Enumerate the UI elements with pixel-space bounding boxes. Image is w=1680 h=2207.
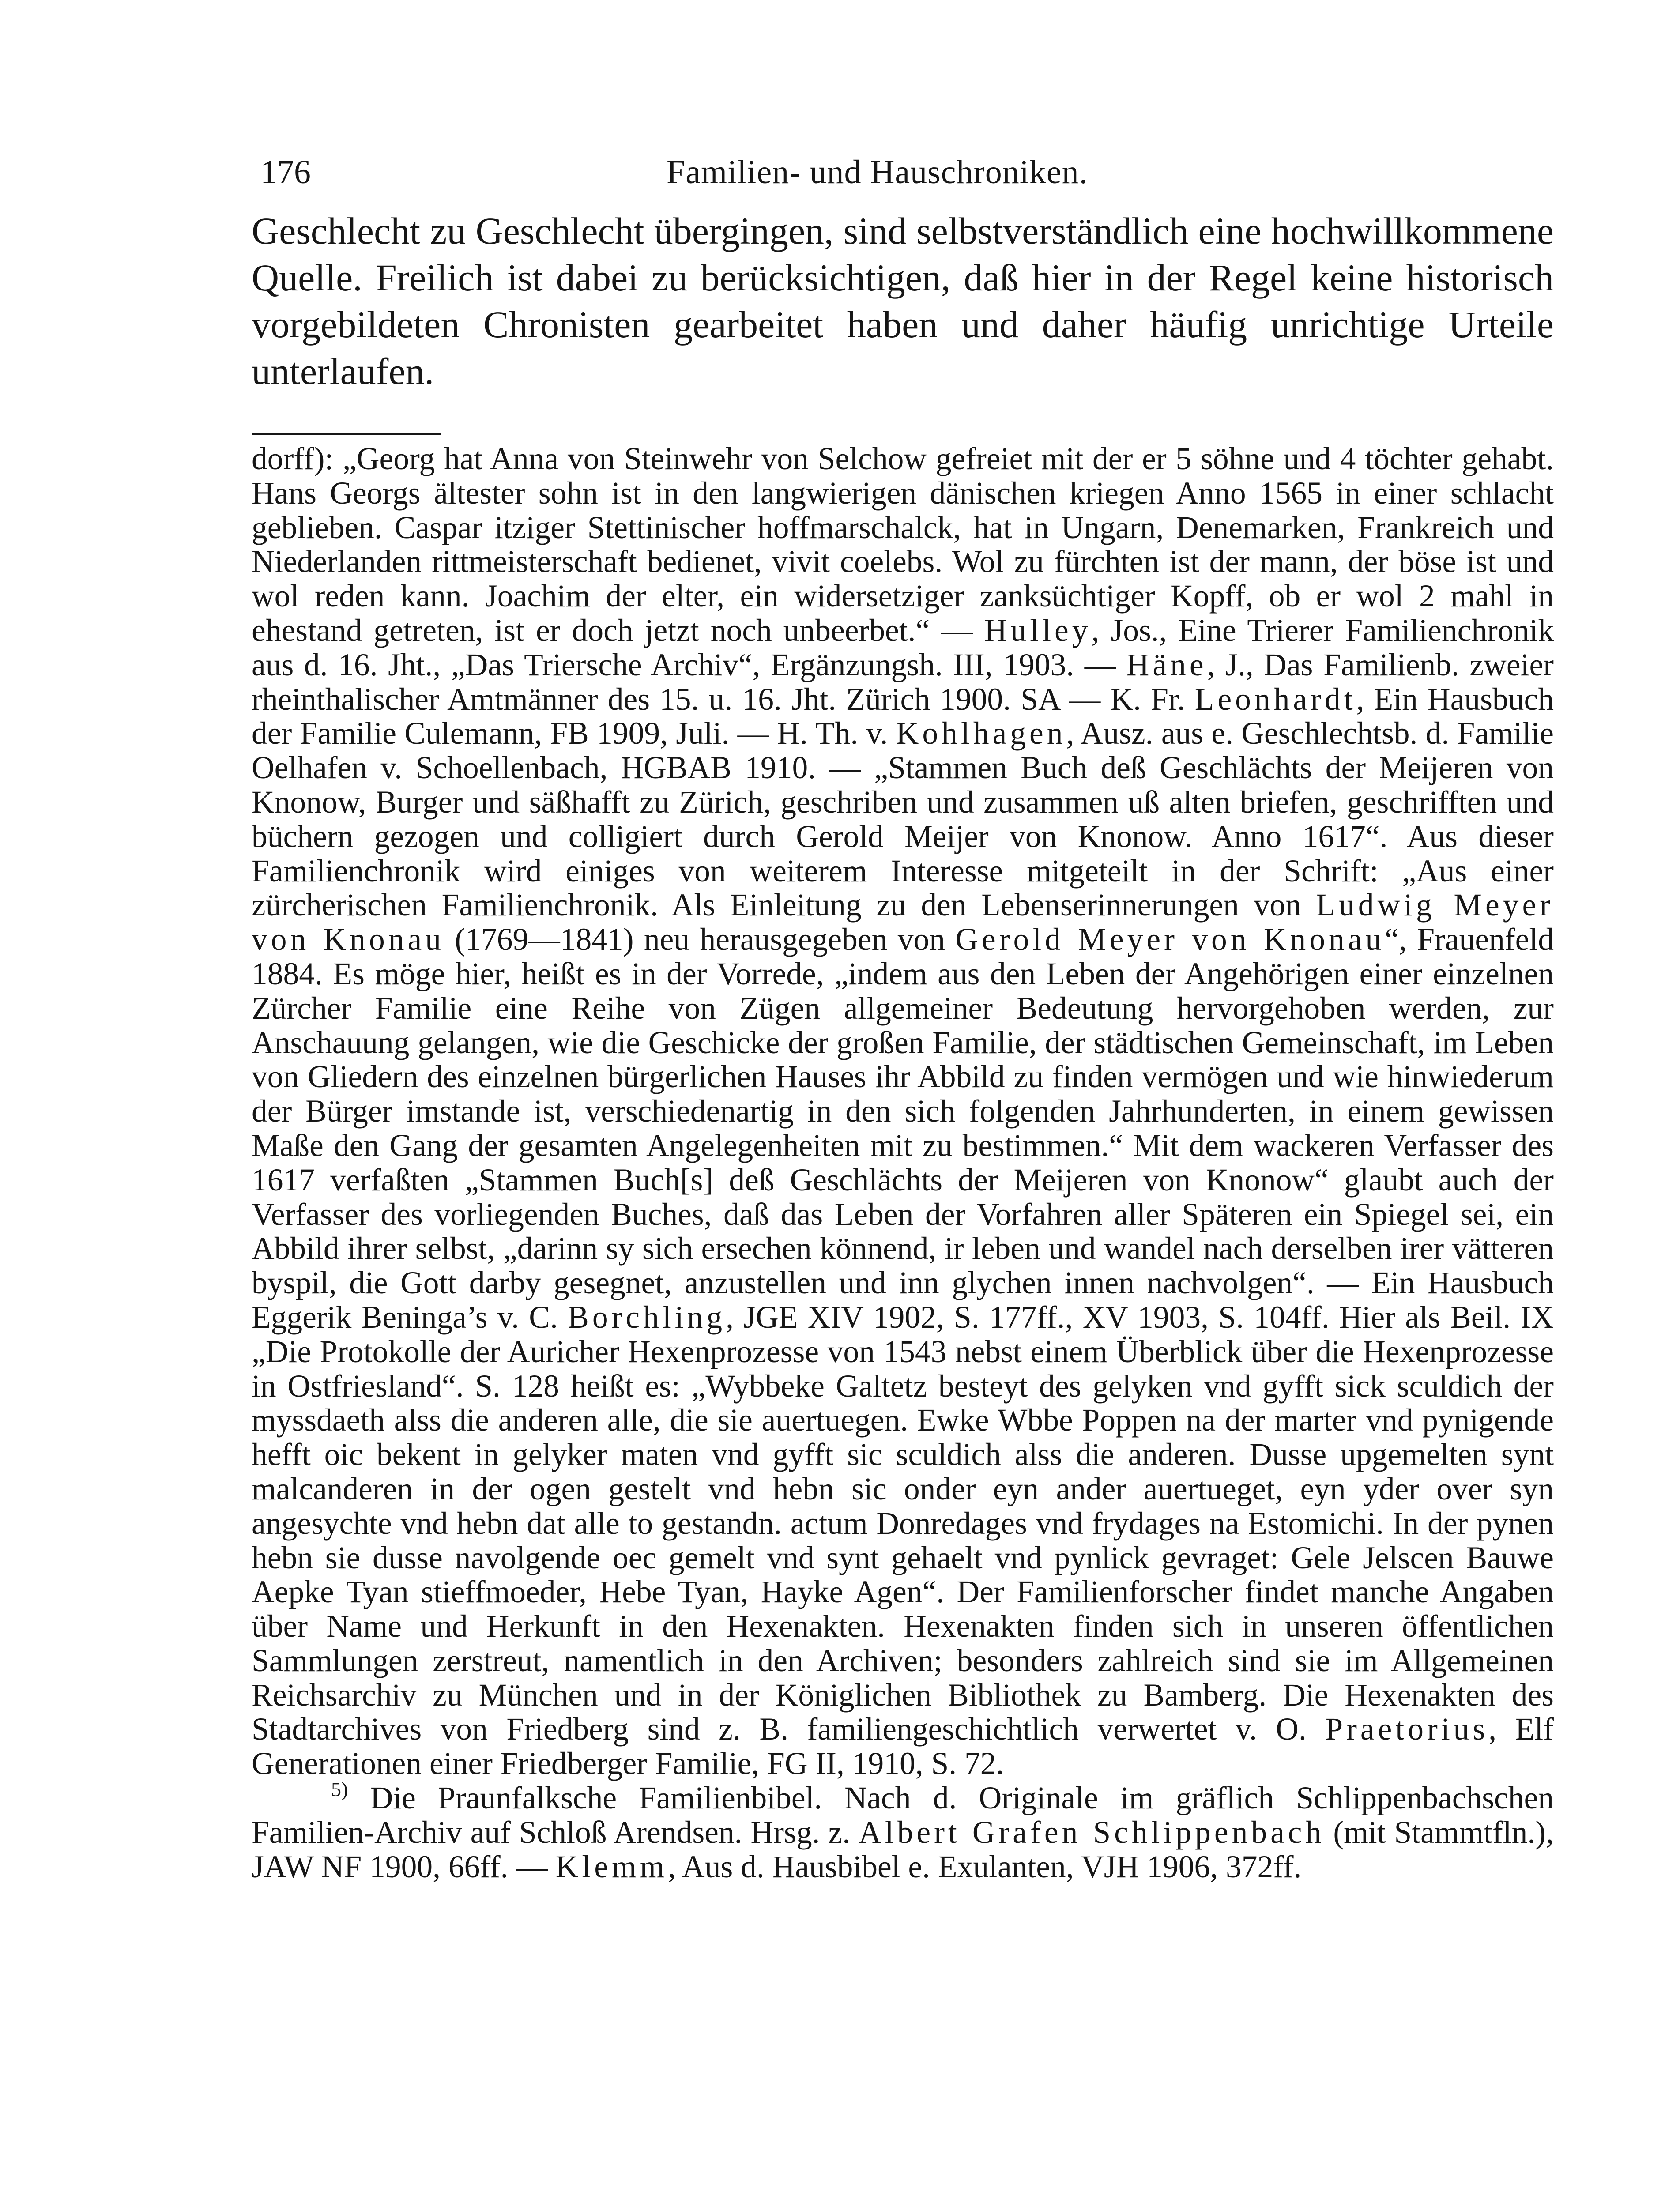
text-run: , Aus d. Hausbibel e. Exulanten, VJH 1906, 372ff.: [668, 1849, 1302, 1884]
footnote-continued-text: [252, 442, 1554, 1781]
spaced-name: Praetorius: [1325, 1712, 1489, 1747]
text-run: , JGE XIV 1902, S. 177ff., XV 1903, S. 104ff. Hier als Beil. IX „Die Protokolle der Auricher Hexenprozesse von 1543 nebst einem Überblick über die Hexenprozesse in Ostfriesland“. S. 128 heißt es: „Wybbeke Galtetz besteyt des gelyken vnd gyfft sick sculdich der myssdaeth alss die anderen alle, die sie auertuegen. Ewke Wbbe Poppen na der marter vnd pynigende hefft oic bekent in gelyker maten vnd gyfft sic sculdich alss die anderen. Dusse upgemelten synt malcanderen in der ogen gestelt vnd hebn sic onder eyn ander auertueget, eyn yder over syn angesychte vnd hebn dat alle to gestandn. actum Donredages vnd frydages na Estomichi. In der pynen hebn sie dusse navolgende oec gemelt vnd synt gehaelt vnd pynlick gevraget: Gele Jelscen Bauwe Aepke Tyan stieffmoeder, Hebe Tyan, Hayke Agen“. Der Familienforscher findet manche Angaben über Name und Herkunft in den Hexenakten. Hexenakten finden sich in unseren öffentlichen Sammlungen zerstreut, namentlich in den Archiven; besonders zahlreich sind sie im Allgemeinen Reichsarchiv zu München und in der Königlichen Bibliothek zu Bamberg. Die Hexenakten des Stadtarchives von Friedberg sind z. B. familiengeschichtlich verwertet v. O.: [252, 1299, 1554, 1747]
spaced-name: Hulley: [984, 613, 1092, 648]
text-run: “, Frauenfeld 1884. Es möge hier, heißt es in der Vorrede, „indem aus den Leben der Angehörigen einer einzelnen Zürcher Familie eine Reihe von Zügen allgemeiner Bedeutung hervorgehoben werden, zur Anschauung gelangen, wie die Geschicke der großen Familie, der städtischen Gemeinschaft, im Leben von Gliedern des einzelnen bürgerlichen Hauses ihr Abbild zu finden vermögen und wie hinwiederum der Bürger imstande ist, verschiedenartig in den sich folgenden Jahrhunderten, in einem gewissen Maße den Gang der gesamten Angelegenheiten mit zu bestimmen.“ Mit dem wackeren Verfasser des 1617 verfaßten „Stammen Buch[s] deß Geschlächts der Meijeren von Knonow“ glaubt auch der Verfasser des vorliegenden Buches, daß das Leben der Vorfahren aller Späteren ein Spiegel sei, ein Abbild ihrer selbst, „darinn sy sich ersechen könnend, ir leben und wandel nach derselben irer vätteren byspil, die Gott darby gesegnet, anzustellen und inn glychen innen nachvolgen“. — Ein Hausbuch Eggerik Beninga’s v. C.: [252, 922, 1554, 1335]
spaced-name: Klemm: [555, 1849, 668, 1884]
footnote-continued: [252, 442, 1554, 1781]
text-run: , J., Das Familienb. zweier rheinthalischer Amtmänner des 15. u. 16. Jht. Zürich 1900. SA — K. Fr.: [252, 647, 1554, 717]
spaced-name: Albert Grafen Schlippenbach: [859, 1815, 1325, 1850]
main-paragraph: Geschlecht zu Geschlecht übergingen, sind selbstverständlich eine hochwillkommene Quelle. Freilich ist dabei zu berücksichtigen, daß hier in der Regel keine historisch vorgebildeten Chronisten gearbeitet haben und daher häufig unrichtige Urteile unterlaufen.: [252, 210, 1554, 392]
footnotes-section: [252, 442, 1554, 1884]
text-run: (mit Stammtfln.), JAW NF 1900, 66ff. —: [252, 1815, 1554, 1884]
spaced-name: Gerold Meyer von Knonau: [955, 922, 1385, 957]
text-run: , Elf Generationen einer Friedberger Familie, FG II, 1910, S. 72.: [252, 1712, 1554, 1781]
text-run: , Ein Hausbuch der Familie Culemann, FB 1909, Juli. — H. Th. v.: [252, 682, 1554, 751]
footnote-5-text: 5) Die Praunfalksche Familienbibel. Nach d. Originale im gräflich Schlippenbachschen Familien-Archiv auf Schloß Arendsen. Hrsg. z. Albert Grafen Schlippenbach (mit Stammtfln.), JAW NF 1900, 66ff. — Klemm, Aus d. Hausbibel e. Exulanten, VJH 1906, 372ff.: [252, 1778, 1554, 1884]
text-run: , Ausz. aus e. Geschlechtsb. d. Familie Oelhafen v. Schoellenbach, HGBAB 1910. — „Stammen Buch deß Geschlächts der Meijeren von Knonow, Burger und säßhafft zu Zürich, geschriben und zusammen uß alten briefen, geschrifften und büchern gezogen und colligiert durch Gerold Meijer von Knonow. Anno 1617“. Aus dieser Familienchronik wird einiges von weiterem Interesse mitgeteilt in der Schrift: „Aus einer zürcherischen Familienchronik. Als Einleitung zu den Lebenserinnerungen von: [252, 716, 1554, 923]
footnote-5: [252, 1778, 1554, 1884]
text-run: Die Praunfalksche Familienbibel. Nach d. Originale im gräflich Schlippenbachschen Familien-Archiv auf Schloß Arendsen. Hrsg. z.: [252, 1781, 1554, 1850]
spaced-name: Häne: [1126, 647, 1207, 682]
spaced-name: Kohlhagen: [896, 716, 1066, 751]
page-number: 176: [260, 154, 311, 191]
spaced-name: Leonhardt: [1194, 682, 1356, 717]
text-run: , Jos., Eine Trierer Familienchronik aus d. 16. Jht., „Das Triersche Archiv“, Ergänzungsh. III, 1903. —: [252, 613, 1554, 682]
footnote-separator: [252, 433, 441, 435]
spaced-name: Borchling: [568, 1299, 726, 1335]
text-run: dorff): „Georg hat Anna von Steinwehr von Selchow gefreiet mit der er 5 söhne und 4 töchter gehabt. Hans Georgs ältester sohn ist in den langwierigen dänischen kriegen Anno 1565 in einer schlacht geblieben. Caspar itziger Stettinischer hoffmarschalck, hat in Ungarn, Denemarken, Frankreich und Niederlanden rittmeisterschaft bedienet, vivit coelebs. Wol zu fürchten ist der mann, der böse ist und wol reden kann. Joachim der elter, ein widersetziger zanksüchtiger Kopff, ob er wol 2 mahl in ehestand getreten, ist er doch jetzt noch unbeerbet.“ —: [252, 441, 1554, 648]
running-title: Familien- und Hauschroniken.: [667, 154, 1088, 191]
spaced-name: Ludwig Meyer von Knonau: [252, 888, 1554, 957]
text-run: (1769—1841) neu herausgegeben von: [444, 922, 956, 957]
running-header: [252, 146, 1578, 199]
